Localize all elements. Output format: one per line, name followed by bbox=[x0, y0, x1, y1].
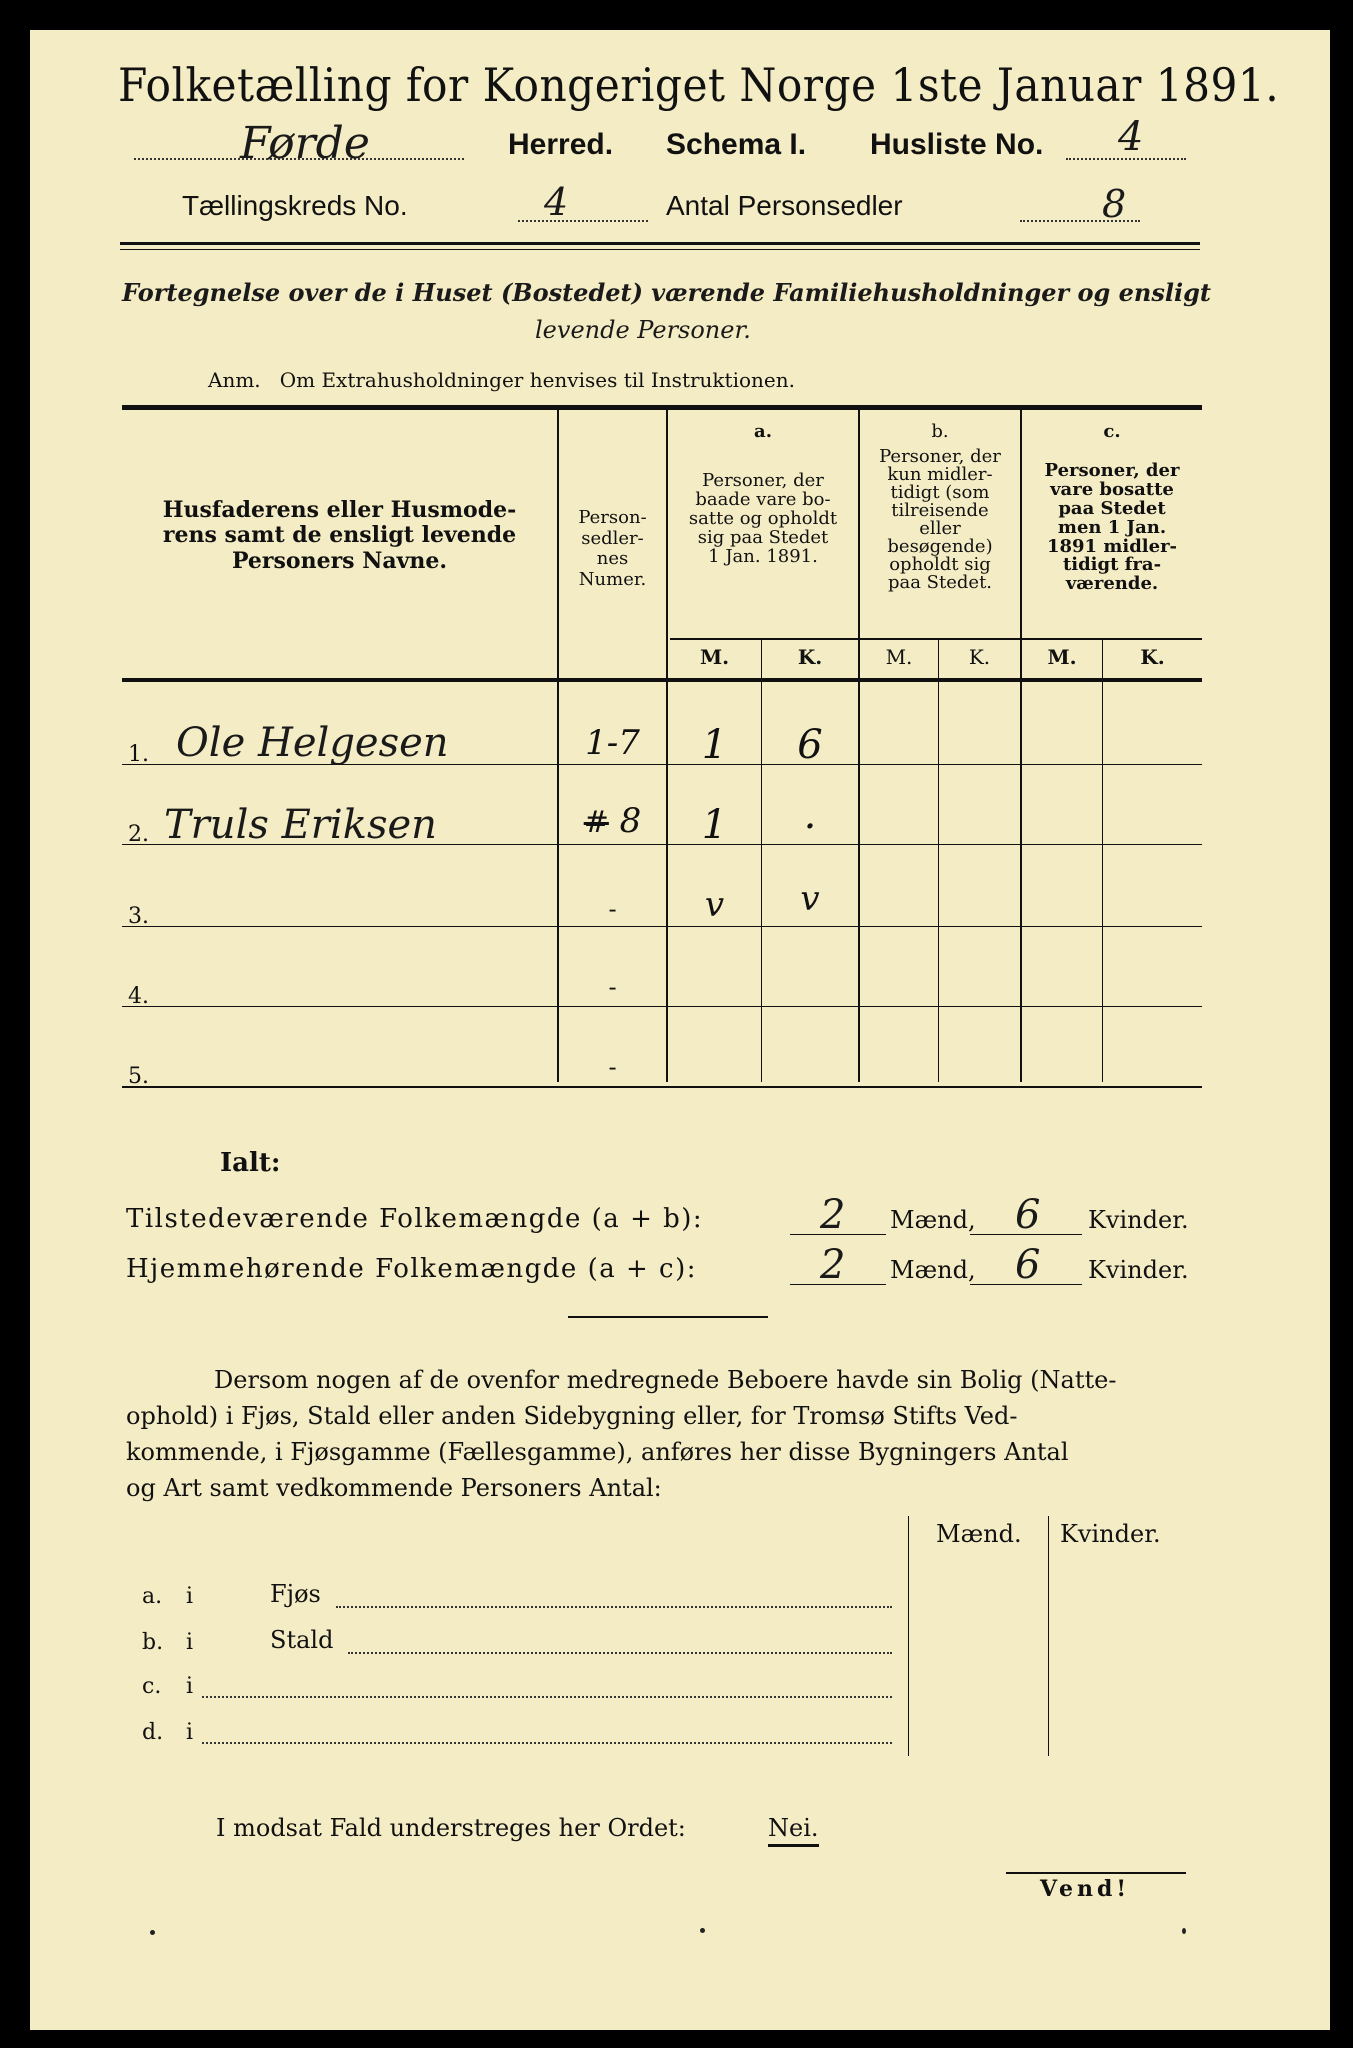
col-a-letter: a. bbox=[754, 421, 772, 442]
building-row-label: Fjøs bbox=[270, 1580, 321, 1608]
hjemme-label: Hjemmehørende Folkemængde (a + c): bbox=[126, 1254, 697, 1284]
table-row-number: 1. bbox=[128, 742, 149, 767]
building-row-i: i bbox=[186, 1720, 194, 1745]
col-c-letter: c. bbox=[1103, 421, 1121, 442]
form-title: Folketælling for Kongeriget Norge 1ste Januar 1891. bbox=[118, 58, 1280, 112]
buildings-men-header: Mænd. bbox=[936, 1520, 1022, 1548]
buildings-vline-1 bbox=[908, 1516, 909, 1756]
name-col-header: Husfaderens eller Husmode- rens samt de ensligt levende Personers Navne. bbox=[162, 497, 517, 574]
c-k-label: K. bbox=[1140, 645, 1165, 669]
tilstede-label: Tilstedeværende Folkemængde (a + b): bbox=[126, 1204, 704, 1234]
building-row-dotline bbox=[348, 1652, 892, 1654]
personsedler-value: 8 bbox=[1102, 182, 1127, 226]
buildings-paragraph-4: og Art samt vedkommende Personers Antal: bbox=[126, 1474, 662, 1502]
b-m-label: M. bbox=[885, 645, 913, 669]
building-row-i: i bbox=[186, 1584, 194, 1609]
row-line-5 bbox=[122, 1086, 1202, 1088]
col-b-letter: b. bbox=[931, 421, 949, 442]
table-row-a-men: v bbox=[704, 885, 725, 925]
modsat-text: I modsat Fald understreges her Ordet: bbox=[216, 1814, 686, 1842]
kreds-dotline bbox=[518, 220, 648, 222]
buildings-women-header: Kvinder. bbox=[1060, 1520, 1161, 1548]
table-row-a-women: v bbox=[800, 879, 820, 919]
hjemme-women-value: 6 bbox=[1015, 1242, 1041, 1288]
section-divider bbox=[568, 1316, 768, 1318]
hjemme-maend-label: Mænd, bbox=[890, 1256, 976, 1284]
table-row-person-number: 1-7 bbox=[585, 723, 640, 763]
vline-7 bbox=[1102, 640, 1103, 1082]
building-row-letter: c. bbox=[142, 1674, 162, 1699]
tilstede-kvinder-label: Kvinder. bbox=[1088, 1206, 1189, 1234]
herred-label: Herred. bbox=[508, 128, 614, 161]
building-row-label: Stald bbox=[270, 1626, 334, 1654]
hjemme-men-value: 2 bbox=[820, 1242, 846, 1288]
intro-heading-b: levende Personer. bbox=[535, 316, 751, 344]
tilstede-men-value: 2 bbox=[820, 1192, 846, 1238]
building-row-i: i bbox=[186, 1674, 194, 1699]
table-header-bottom bbox=[122, 678, 1202, 682]
buildings-paragraph-3: kommende, i Fjøsgamme (Fællesgamme), anføres her disse Bygningers Antal bbox=[126, 1438, 1069, 1466]
table-row-person-number bbox=[559, 802, 666, 841]
anm-note: Anm. Om Extrahusholdninger henvises til Instruktionen. bbox=[208, 368, 795, 392]
num-col-header: Person- sedler- nes Numer. bbox=[578, 507, 647, 591]
table-row-name: Ole Helgesen bbox=[176, 720, 449, 766]
building-row-letter: a. bbox=[142, 1584, 163, 1609]
table-row-a-women: 6 bbox=[797, 722, 823, 768]
table-row-person-number: - bbox=[608, 973, 617, 1001]
husliste-value: 4 bbox=[1118, 114, 1144, 160]
row-line-4 bbox=[122, 1006, 1202, 1007]
buildings-vline-2 bbox=[1048, 1516, 1049, 1756]
table-row-a-men: 1 bbox=[701, 722, 728, 768]
ab-header-divider bbox=[670, 638, 1202, 640]
building-row-i: i bbox=[186, 1630, 194, 1655]
personsedler-label: Antal Personsedler bbox=[666, 190, 903, 221]
table-row-number: 2. bbox=[128, 822, 149, 847]
intro-heading-a: Fortegnelse over de i Huset (Bostedet) værende Familiehusholdninger og ensligt bbox=[122, 278, 1211, 307]
margin-mark-center bbox=[700, 1928, 705, 1933]
husliste-label: Husliste No. bbox=[870, 128, 1044, 161]
buildings-paragraph-2: ophold) i Fjøs, Stald eller anden Sidebygning eller, for Tromsø Stifts Ved- bbox=[126, 1402, 1018, 1430]
table-row-name: Truls Eriksen bbox=[164, 802, 437, 848]
table-row-person-number: - bbox=[608, 1053, 617, 1081]
tilstede-women-value: 6 bbox=[1015, 1192, 1041, 1238]
schema-label: Schema I. bbox=[666, 128, 807, 161]
building-row-dotline bbox=[336, 1606, 892, 1608]
tilstede-maend-label: Mænd, bbox=[890, 1206, 976, 1234]
struck-mark: # bbox=[583, 805, 609, 840]
building-row-letter: d. bbox=[142, 1720, 164, 1745]
a-k-label: K. bbox=[797, 645, 823, 669]
header-rule-1 bbox=[120, 242, 1200, 245]
kreds-label: Tællingskreds No. bbox=[182, 190, 408, 221]
row-line-3 bbox=[122, 926, 1202, 927]
building-row-dotline bbox=[202, 1742, 892, 1744]
nei-word: Nei. bbox=[768, 1814, 819, 1847]
person-number-value: 8 bbox=[619, 801, 642, 841]
table-row-a-women: . bbox=[803, 792, 817, 838]
table-row-person-number: - bbox=[608, 895, 617, 923]
table-top-rule bbox=[122, 405, 1202, 410]
vline-3 bbox=[761, 640, 762, 1082]
census-form bbox=[30, 30, 1330, 2030]
herred-value: Førde bbox=[240, 118, 370, 169]
table-row-number: 4. bbox=[128, 984, 149, 1009]
vend-text: Vend! bbox=[1040, 1876, 1131, 1902]
margin-mark-left bbox=[150, 1930, 155, 1935]
c-m-label: M. bbox=[1047, 645, 1077, 669]
table-row-number: 3. bbox=[128, 904, 149, 929]
ialt-label: Ialt: bbox=[220, 1148, 281, 1178]
col-b-header: Personer, der kun midler- tidigt (som tilreisende eller besøgende) opholdt sig paa Stedet. bbox=[879, 446, 1001, 593]
table-row-number: 5. bbox=[128, 1064, 149, 1089]
header-rule-2 bbox=[120, 249, 1200, 250]
vend-rule bbox=[1006, 1872, 1186, 1874]
col-a-header: Personer, der baade vare bo- satte og opholdt sig paa Stedet 1 Jan. 1891. bbox=[688, 470, 838, 567]
hjemme-kvinder-label: Kvinder. bbox=[1088, 1256, 1189, 1284]
table-row-a-men: 1 bbox=[701, 802, 728, 848]
building-row-letter: b. bbox=[142, 1630, 164, 1655]
vline-5 bbox=[938, 640, 939, 1082]
a-m-label: M. bbox=[699, 645, 730, 669]
col-c-header: Personer, der vare bosatte paa Stedet men 1 Jan. 1891 midler- tidigt fra- værende. bbox=[1044, 460, 1180, 595]
b-k-label: K. bbox=[968, 645, 991, 669]
margin-mark-right bbox=[1182, 1928, 1186, 1934]
buildings-paragraph-1: Dersom nogen af de ovenfor medregnede Beboere havde sin Bolig (Natte- bbox=[214, 1366, 1117, 1394]
building-row-dotline bbox=[202, 1696, 892, 1698]
kreds-value: 4 bbox=[544, 180, 569, 224]
